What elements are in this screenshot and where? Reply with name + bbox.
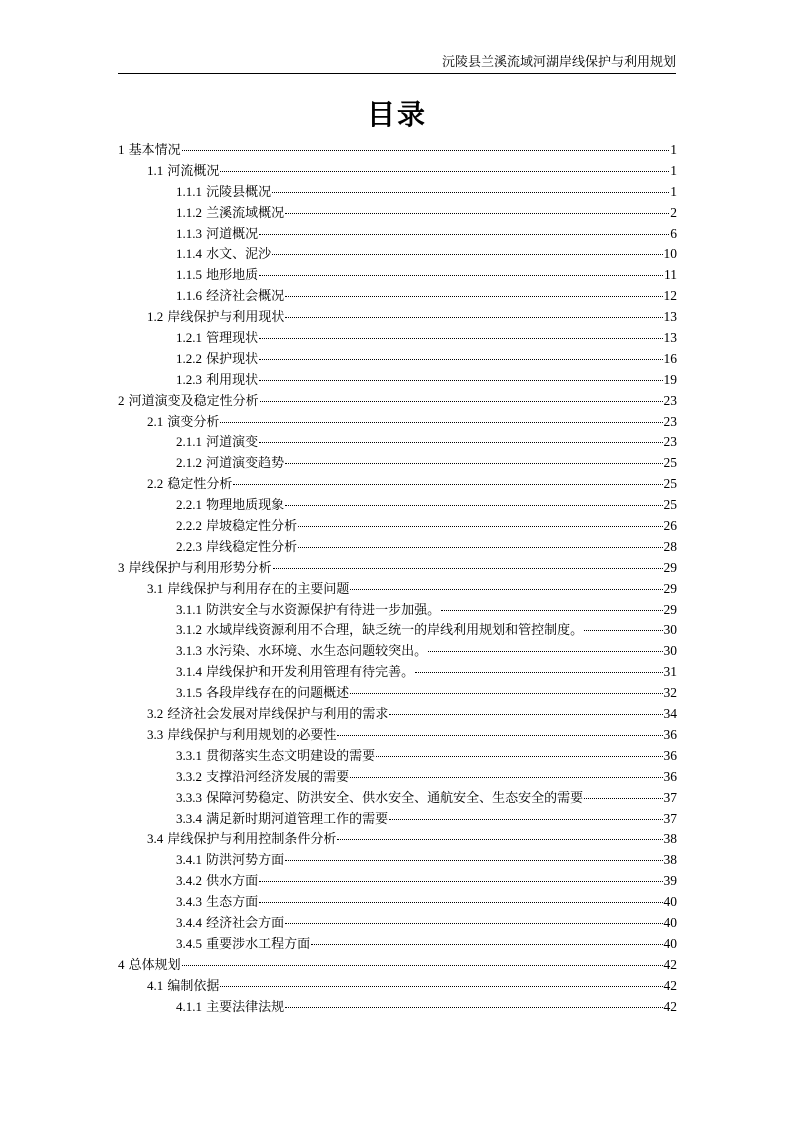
toc-entry-level-3[interactable]	[118, 328, 677, 349]
toc-page-number: 25	[663, 455, 677, 471]
toc-entry-number: 1.1.6	[176, 288, 202, 304]
toc-entry-number: 4	[118, 956, 125, 972]
toc-entry-label	[118, 140, 181, 162]
toc-dot-leader	[259, 338, 662, 339]
toc-entry-text: 供水方面	[206, 874, 259, 890]
toc-entry-text: 经济社会概况	[206, 289, 285, 305]
table-of-contents	[118, 140, 677, 1017]
toc-dot-leader	[298, 547, 662, 548]
toc-entry-number: 3.1.2	[176, 622, 202, 638]
toc-page-number: 28	[663, 538, 677, 554]
toc-entry-label	[147, 725, 336, 747]
toc-dot-leader	[428, 651, 662, 652]
toc-entry-number: 3.3.4	[176, 810, 202, 826]
toc-entry-label	[176, 997, 284, 1019]
toc-dot-leader	[259, 380, 662, 381]
toc-dot-leader	[350, 589, 662, 590]
running-header: 沅陵县兰溪流域河湖岸线保护与利用规划	[441, 55, 676, 70]
toc-page-number: 29	[663, 580, 677, 596]
toc-dot-leader	[584, 630, 662, 631]
toc-entry-text: 支撑沿河经济发展的需要	[206, 769, 350, 785]
toc-dot-leader	[350, 693, 662, 694]
toc-entry-text: 满足新时期河道管理工作的需要	[206, 811, 389, 827]
toc-entry-text: 岸线保护与利用形势分析	[128, 560, 272, 576]
toc-entry-level-3[interactable]	[118, 537, 677, 558]
toc-entry-text: 保护现状	[206, 351, 259, 367]
toc-entry-label	[118, 558, 272, 580]
toc-entry-text: 利用现状	[206, 372, 259, 388]
toc-entry-number: 1.1.2	[176, 204, 202, 220]
toc-entry-number: 3.4.4	[176, 914, 202, 930]
toc-entry-number: 1.2.1	[176, 330, 202, 346]
toc-entry-number: 3.3.1	[176, 747, 202, 763]
toc-entry-text: 水域岸线资源利用不合理，缺乏统一的岸线利用规划和管控制度。	[206, 623, 584, 639]
toc-dot-leader	[415, 672, 662, 673]
toc-entry-label	[147, 829, 336, 851]
toc-entry-label	[176, 370, 258, 392]
toc-entry-number: 3.1.5	[176, 685, 202, 701]
toc-entry-text: 管理现状	[206, 331, 259, 347]
toc-page-number: 13	[663, 330, 677, 346]
toc-dot-leader	[311, 944, 662, 945]
toc-entry-text: 各段岸线存在的问题概述	[206, 686, 350, 702]
toc-entry-label	[147, 412, 219, 434]
toc-page-number: 30	[663, 643, 677, 659]
toc-entry-number: 2.1	[147, 413, 164, 429]
toc-page-number: 10	[663, 246, 677, 262]
toc-dot-leader	[259, 234, 669, 235]
toc-entry-level-2[interactable]	[118, 579, 677, 600]
toc-dot-leader	[285, 1007, 662, 1008]
toc-dot-leader	[182, 150, 670, 151]
toc-dot-leader	[298, 526, 662, 527]
toc-entry-label	[176, 328, 258, 350]
toc-dot-leader	[260, 401, 663, 402]
toc-entry-text: 基本情况	[128, 143, 181, 158]
toc-entry-text: 河道演变趋势	[206, 456, 285, 472]
toc-entry-text: 岸线保护与利用存在的主要问题	[167, 581, 350, 597]
toc-dot-leader	[337, 839, 662, 840]
toc-entry-label	[176, 265, 258, 287]
toc-page-number: 36	[663, 768, 677, 784]
toc-dot-leader	[233, 484, 662, 485]
toc-entry-number: 2.2.2	[176, 518, 202, 534]
toc-entry-level-3[interactable]	[118, 788, 677, 809]
toc-entry-level-3[interactable]	[118, 516, 677, 537]
toc-entry-level-3[interactable]	[118, 913, 677, 934]
toc-entry-level-3[interactable]	[118, 892, 677, 913]
toc-entry-text: 沅陵县概况	[206, 184, 272, 200]
toc-entry-text: 防洪河势方面	[206, 853, 285, 869]
toc-entry-text: 地形地质	[206, 268, 259, 284]
toc-entry-label	[176, 537, 297, 559]
toc-page-number: 36	[663, 726, 677, 742]
toc-entry-label	[176, 892, 258, 914]
toc-entry-number: 2	[118, 392, 125, 408]
toc-entry-number: 2.2.1	[176, 497, 202, 513]
toc-entry-text: 岸线保护与利用控制条件分析	[167, 832, 337, 848]
toc-page-number: 25	[663, 476, 677, 492]
toc-dot-leader	[441, 610, 662, 611]
toc-entry-text: 经济社会发展对岸线保护与利用的需求	[167, 707, 389, 723]
toc-page-number: 1	[670, 162, 677, 178]
toc-page-number: 2	[670, 204, 677, 220]
toc-entry-level-3[interactable]	[118, 934, 677, 955]
toc-dot-leader	[220, 422, 662, 423]
toc-entry-label	[147, 474, 232, 496]
toc-entry-label	[176, 224, 258, 246]
toc-entry-level-3[interactable]	[118, 370, 677, 391]
toc-entry-level-2[interactable]	[118, 704, 677, 725]
toc-entry-level-3[interactable]	[118, 641, 677, 662]
toc-page-number: 40	[663, 894, 677, 910]
toc-entry-number: 4.1.1	[176, 998, 202, 1014]
toc-entry-number: 1.1	[147, 162, 164, 178]
toc-entry-text: 河道概况	[206, 226, 259, 242]
toc-entry-level-2[interactable]	[118, 976, 677, 997]
toc-dot-leader	[285, 463, 662, 464]
toc-entry-text: 贯彻落实生态文明建设的需要	[206, 748, 376, 764]
toc-entry-number: 3.2	[147, 706, 164, 722]
toc-entry-label	[176, 934, 310, 956]
toc-page-number: 25	[663, 497, 677, 513]
toc-page-number: 29	[663, 559, 677, 575]
toc-page-number: 1	[670, 142, 677, 157]
toc-entry-level-3[interactable]	[118, 453, 677, 474]
toc-entry-level-3[interactable]	[118, 495, 677, 516]
toc-entry-label	[176, 453, 284, 475]
toc-entry-level-1[interactable]	[118, 391, 677, 412]
toc-page-number: 37	[663, 810, 677, 826]
toc-entry-number: 1.1.4	[176, 246, 202, 262]
toc-page-number: 26	[663, 518, 677, 534]
toc-page-number: 39	[663, 873, 677, 889]
toc-entry-number: 3.4.2	[176, 873, 202, 889]
toc-entry-level-1[interactable]	[118, 955, 677, 976]
toc-entry-label	[176, 620, 583, 642]
toc-entry-level-2[interactable]	[118, 161, 677, 182]
toc-entry-level-3[interactable]	[118, 244, 677, 265]
toc-page-number: 42	[663, 956, 677, 972]
toc-entry-level-3[interactable]	[118, 265, 677, 286]
toc-entry-label	[176, 182, 271, 204]
toc-entry-number: 3.1.3	[176, 643, 202, 659]
toc-entry-label	[118, 955, 181, 977]
toc-entry-label	[176, 683, 349, 705]
toc-entry-label	[176, 809, 388, 831]
toc-entry-level-2[interactable]	[118, 829, 677, 850]
toc-page-number: 16	[663, 350, 677, 366]
toc-entry-text: 稳定性分析	[167, 477, 233, 493]
toc-entry-number: 4.1	[147, 977, 164, 993]
toc-dot-leader	[376, 756, 662, 757]
toc-page-number: 6	[670, 225, 677, 241]
toc-entry-label	[176, 244, 271, 266]
toc-entry-level-3[interactable]	[118, 767, 677, 788]
toc-entry-text: 水文、泥沙	[206, 247, 272, 263]
toc-entry-level-3[interactable]	[118, 746, 677, 767]
toc-entry-label	[176, 641, 427, 663]
toc-page-number: 31	[663, 664, 677, 680]
toc-entry-number: 2.1.2	[176, 455, 202, 471]
toc-page-number: 37	[663, 789, 677, 805]
toc-entry-text: 岸线保护与利用现状	[167, 310, 285, 326]
toc-dot-leader	[285, 213, 669, 214]
toc-entry-label	[147, 704, 388, 726]
toc-entry-label	[176, 432, 258, 454]
toc-entry-number: 1.1.1	[176, 183, 202, 199]
toc-entry-number: 1.2	[147, 309, 164, 325]
toc-page-number: 40	[663, 935, 677, 951]
toc-entry-number: 3	[118, 559, 125, 575]
toc-entry-level-3[interactable]	[118, 997, 677, 1018]
toc-dot-leader	[285, 317, 662, 318]
toc-entry-number: 3.4.5	[176, 935, 202, 951]
toc-entry-number: 2.2.3	[176, 538, 202, 554]
toc-entry-text: 主要法律法规	[206, 999, 285, 1015]
toc-entry-number: 3.3	[147, 726, 164, 742]
toc-entry-label	[176, 516, 297, 538]
toc-entry-label	[176, 850, 284, 872]
toc-entry-level-3[interactable]	[118, 662, 677, 683]
toc-entry-number: 3.1.1	[176, 601, 202, 617]
toc-entry-number: 3.1.4	[176, 664, 202, 680]
toc-dot-leader	[350, 777, 662, 778]
toc-entry-number: 3.4.1	[176, 852, 202, 868]
toc-entry-text: 河流概况	[167, 163, 220, 179]
toc-page-number: 34	[663, 706, 677, 722]
toc-entry-number: 1	[118, 142, 125, 157]
toc-entry-number: 3.3.3	[176, 789, 202, 805]
toc-dot-leader	[272, 254, 662, 255]
toc-dot-leader	[389, 714, 662, 715]
toc-entry-text: 防洪安全与水资源保护有待进一步加强。	[206, 602, 441, 618]
toc-entry-label	[147, 579, 349, 601]
toc-entry-text: 生态方面	[206, 895, 259, 911]
toc-entry-number: 3.4	[147, 831, 164, 847]
toc-entry-label	[147, 976, 219, 998]
toc-entry-label	[176, 788, 583, 810]
toc-page-number: 19	[663, 371, 677, 387]
toc-entry-text: 岸线保护与利用规划的必要性	[167, 727, 337, 743]
toc-page-number: 12	[663, 288, 677, 304]
toc-entry-number: 3.1	[147, 580, 164, 596]
toc-dot-leader	[285, 860, 662, 861]
toc-entry-text: 岸坡稳定性分析	[206, 519, 298, 535]
toc-page-number: 30	[663, 622, 677, 638]
toc-entry-level-3[interactable]	[118, 600, 677, 621]
toc-entry-text: 总体规划	[128, 957, 181, 973]
toc-entry-label	[176, 767, 349, 789]
toc-dot-leader	[285, 505, 662, 506]
toc-page-number: 23	[663, 434, 677, 450]
toc-entry-label	[176, 349, 258, 371]
toc-dot-leader	[259, 359, 662, 360]
toc-entry-level-3[interactable]	[118, 871, 677, 892]
toc-entry-text: 河道演变及稳定性分析	[128, 393, 259, 409]
toc-dot-leader	[285, 923, 662, 924]
toc-entry-label	[176, 871, 258, 893]
toc-dot-leader	[259, 902, 662, 903]
toc-dot-leader	[389, 819, 662, 820]
toc-entry-level-3[interactable]	[118, 809, 677, 830]
toc-dot-leader	[259, 442, 662, 443]
toc-entry-number: 1.2.3	[176, 371, 202, 387]
toc-entry-level-3[interactable]	[118, 620, 677, 641]
toc-entry-label	[176, 600, 440, 622]
toc-entry-text: 重要涉水工程方面	[206, 936, 311, 952]
toc-entry-text: 岸线稳定性分析	[206, 539, 298, 555]
toc-dot-leader	[220, 171, 669, 172]
toc-dot-leader	[584, 798, 662, 799]
toc-entry-level-2[interactable]	[118, 412, 677, 433]
toc-page-number: 40	[663, 914, 677, 930]
toc-page-number: 23	[663, 413, 677, 429]
toc-entry-level-3[interactable]	[118, 850, 677, 871]
toc-dot-leader	[259, 275, 663, 276]
toc-entry-level-2[interactable]	[118, 474, 677, 495]
toc-page-number: 38	[663, 852, 677, 868]
toc-entry-level-3[interactable]	[118, 432, 677, 453]
toc-entry-text: 演变分析	[167, 414, 220, 430]
toc-dot-leader	[220, 986, 662, 987]
toc-page-number: 42	[663, 977, 677, 993]
toc-entry-text: 经济社会方面	[206, 915, 285, 931]
toc-entry-level-3[interactable]	[118, 203, 677, 224]
toc-entry-label	[176, 746, 375, 768]
toc-entry-number: 3.4.3	[176, 894, 202, 910]
toc-entry-number: 3.3.2	[176, 768, 202, 784]
toc-entry-number: 2.1.1	[176, 434, 202, 450]
toc-entry-text: 兰溪流域概况	[206, 205, 285, 221]
toc-entry-text: 物理地质现象	[206, 498, 285, 514]
toc-page-number: 11	[664, 267, 677, 283]
toc-entry-level-2[interactable]	[118, 725, 677, 746]
toc-page-number: 38	[663, 831, 677, 847]
toc-entry-label	[176, 662, 414, 684]
toc-entry-level-3[interactable]	[118, 224, 677, 245]
toc-entry-level-2[interactable]	[118, 307, 677, 328]
toc-entry-text: 编制依据	[167, 978, 220, 994]
toc-entry-text: 岸线保护和开发利用管理有待完善。	[206, 665, 415, 681]
toc-entry-label	[176, 495, 284, 517]
toc-entry-text: 保障河势稳定、防洪安全、供水安全、通航安全、生态安全的需要	[206, 790, 584, 806]
toc-entry-level-3[interactable]	[118, 286, 677, 307]
toc-title: 目录	[366, 98, 427, 131]
toc-entry-label	[147, 161, 219, 183]
toc-entry-number: 1.1.3	[176, 225, 202, 241]
toc-dot-leader	[337, 735, 662, 736]
toc-page-number: 1	[670, 183, 677, 199]
toc-entry-level-1[interactable]	[118, 558, 677, 579]
toc-entry-label	[176, 286, 284, 308]
toc-entry-level-3[interactable]	[118, 683, 677, 704]
toc-entry-label	[118, 391, 259, 413]
toc-entry-number: 2.2	[147, 476, 164, 492]
toc-entry-number: 1.2.2	[176, 350, 202, 366]
toc-entry-number: 1.1.5	[176, 267, 202, 283]
toc-dot-leader	[273, 568, 663, 569]
toc-entry-level-3[interactable]	[118, 349, 677, 370]
toc-dot-leader	[182, 965, 663, 966]
toc-entry-text: 水污染、水环境、水生态问题较突出。	[206, 644, 428, 660]
toc-page-number: 36	[663, 747, 677, 763]
toc-entry-level-1[interactable]	[118, 140, 677, 161]
toc-entry-label	[147, 307, 284, 329]
toc-dot-leader	[272, 192, 669, 193]
toc-dot-leader	[259, 881, 662, 882]
toc-page-number: 29	[663, 601, 677, 617]
toc-entry-text: 河道演变	[206, 435, 259, 451]
header-rule	[118, 73, 676, 74]
toc-page-number: 42	[663, 998, 677, 1014]
toc-entry-label	[176, 203, 284, 225]
toc-page-number: 13	[663, 309, 677, 325]
toc-entry-level-3[interactable]	[118, 182, 677, 203]
toc-page-number: 32	[663, 685, 677, 701]
toc-page-number: 23	[663, 392, 677, 408]
toc-dot-leader	[285, 296, 662, 297]
toc-entry-label	[176, 913, 284, 935]
